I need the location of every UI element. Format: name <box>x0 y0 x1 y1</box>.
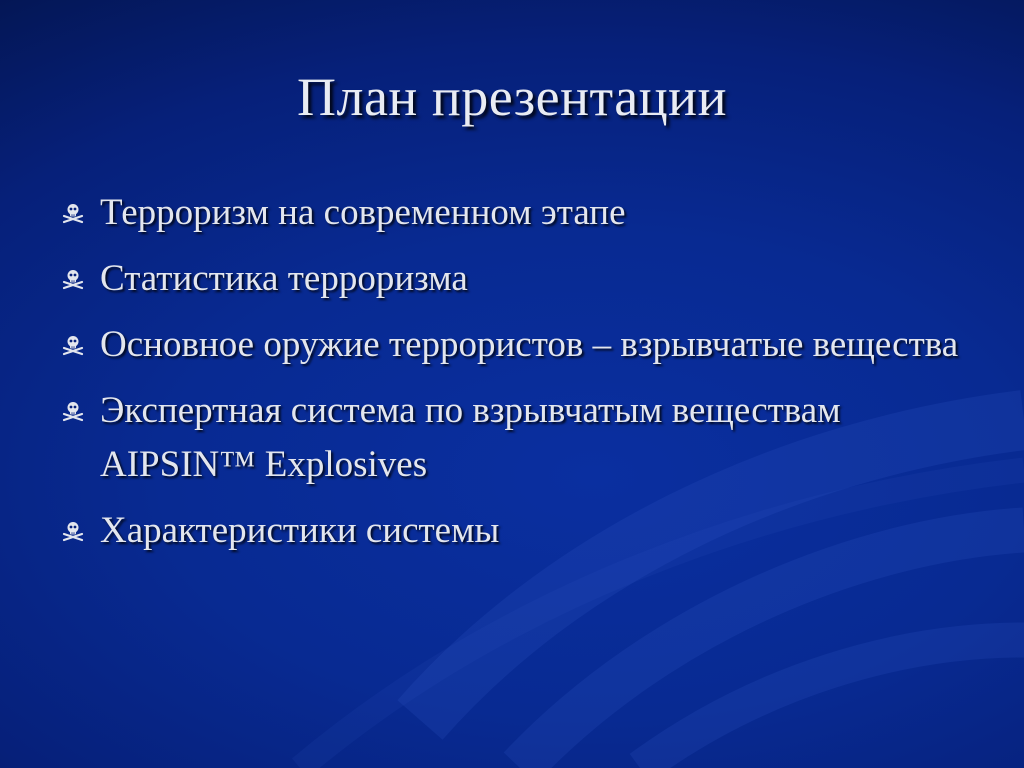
bullet-item <box>62 186 982 240</box>
skull-crossbones-icon <box>62 202 84 224</box>
bullet-item <box>62 504 982 558</box>
bullet-text: Экспертная система по взрывчатым веществам AIPSIN™ Explosives <box>100 390 841 485</box>
bullet-text: Статистика терроризма <box>100 258 468 299</box>
slide-title: План презентации <box>297 67 727 127</box>
skull-crossbones-icon <box>62 268 84 290</box>
bullet-item <box>62 318 982 372</box>
bullet-text: Основное оружие террористов – взрывчатые вещества <box>100 324 959 365</box>
bullet-item <box>62 252 982 306</box>
skull-crossbones-icon <box>62 520 84 542</box>
skull-crossbones-icon <box>62 334 84 356</box>
skull-crossbones-icon <box>62 400 84 422</box>
bullet-item <box>62 384 982 492</box>
bullet-text: Характеристики системы <box>100 510 500 551</box>
bullet-text: Терроризм на современном этапе <box>100 192 626 233</box>
bullet-list <box>62 186 982 570</box>
